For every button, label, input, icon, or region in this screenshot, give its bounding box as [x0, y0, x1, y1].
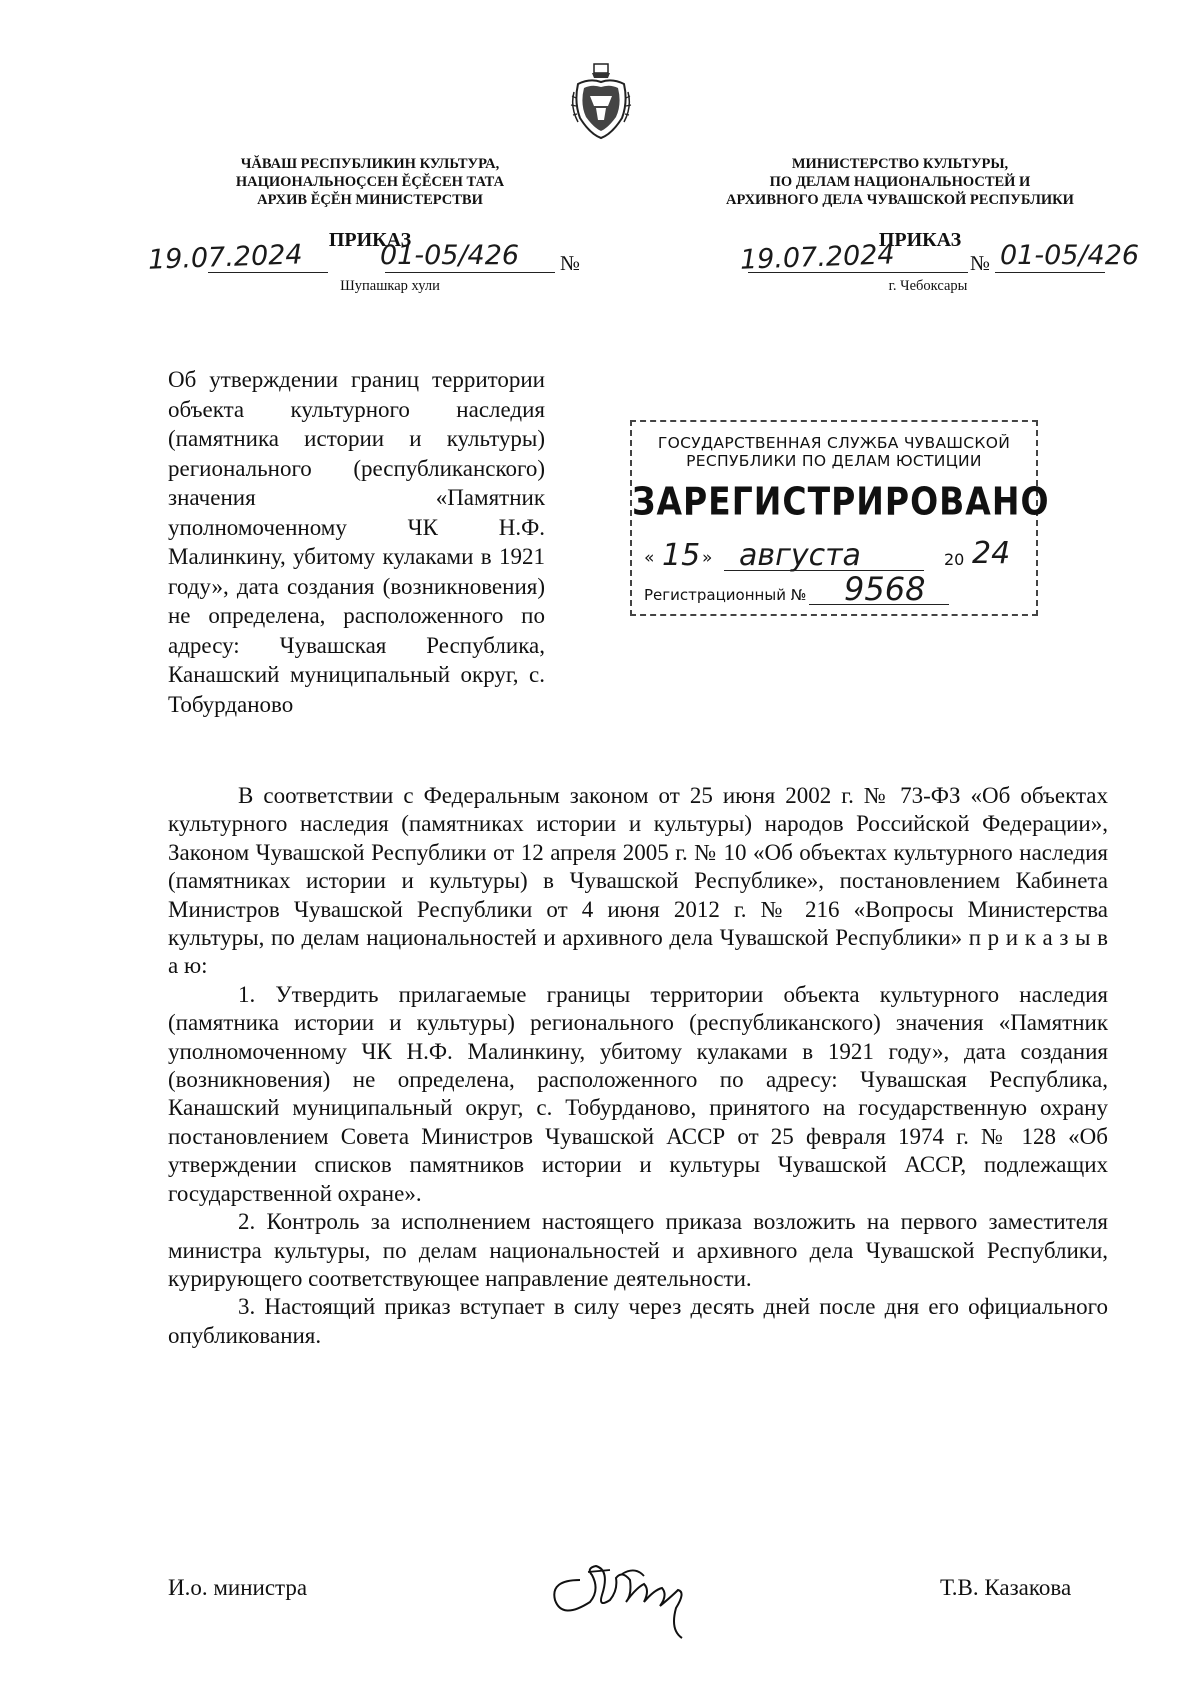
header-right-line1: МИНИСТЕРСТВО КУЛЬТУРЫ, — [791, 156, 1009, 172]
body-item-2: 2. Контроль за исполнением настоящего приказа возложить на первого заместителя министра культуры, по делам национальностей и архивного дела Чувашской Республики, курирующего соответствующее направление деятельности. — [168, 1209, 1108, 1291]
place-left: Шупашкар хули — [340, 278, 440, 294]
header-left — [170, 155, 570, 209]
body-item-3: 3. Настоящий приказ вступает в силу через десять дней после дня его официального опубликования. — [168, 1294, 1108, 1348]
order-number-right: 01-05/426 — [1000, 240, 1140, 271]
body-preamble: В соответствии с Федеральным законом от 25 июня 2002 г. № 73-ФЗ «Об объектах культурного наследия (памятниках истории и культуры) народов Российской Федерации», Законом Чувашской Республики от 12 апреля 2005 г. № 10 «Об объектах культурного наследия (памятниках истории и культуры) в Чувашской Республике», постановлением Кабинета Министров Чувашской Республики от 4 июня 2012 г. № 216 «Вопросы Министерства культуры, по делам национальностей и архивного дела Чувашской Республики» п р и к а з ы в а ю: — [168, 783, 1108, 979]
stamp-quote-open: « — [644, 548, 655, 568]
handwritten-signature — [540, 1540, 720, 1640]
body-item-1: 1. Утвердить прилагаемые границы территории объекта культурного наследия (памятника истории и культуры) регионального (республиканского) значения «Памятник уполномоченному ЧК Н.Ф. Малинкину, убитому кулаками в 1921 году», дата создания (возникновения) не определена, расположенного по адресу: Чувашская Республика, Канашский муниципальный округ, с. Тобурданово, принятого на государственную охрану постановлением Совета Министров Чувашской АССР от 25 февраля 1974 г. № 128 «Об утверждении списков памятников истории и культуры Чувашской АССР, подлежащих государственной охране». — [168, 981, 1108, 1206]
stamp-reg-underline — [809, 604, 949, 605]
order-label-right: ПРИКАЗ — [878, 229, 962, 251]
stamp-status: ЗАРЕГИСТРИРОВАНО — [632, 479, 1050, 524]
signer-name: Т.В. Казакова — [940, 1575, 1072, 1600]
stamp-reg-number: 9568 — [844, 570, 926, 608]
number-underline-left — [385, 272, 555, 273]
place-right: г. Чебоксары — [888, 278, 968, 294]
number-underline-right — [995, 272, 1105, 273]
header-left-line3: АРХИВ ĔÇĔН МИНИСТЕРСТВИ — [257, 192, 483, 208]
stamp-day: 15 — [662, 538, 701, 573]
order-date-right: 19.07.2024 — [739, 239, 896, 276]
stamp-month: августа — [739, 538, 861, 573]
order-number-left: 01-05/426 — [380, 240, 520, 271]
stamp-date-row — [644, 536, 1029, 576]
order-date-left: 19.07.2024 — [147, 239, 304, 276]
stamp-line2: РЕСПУБЛИКИ ПО ДЕЛАМ ЮСТИЦИИ — [686, 452, 982, 470]
signer-position: И.о. министра — [168, 1575, 308, 1600]
header-right — [680, 155, 1120, 209]
stamp-year-suffix: 24 — [972, 536, 1011, 571]
header-left-line2: НАЦИОНАЛЬНОÇСЕН ĔÇĔСЕН ТАТА — [235, 174, 505, 190]
stamp-reg-row — [644, 570, 1029, 610]
date-underline-right — [748, 272, 968, 273]
document-title: Об утверждении границ территории объекта культурного наследия (памятника истории и культуры) регионального (республиканского) значения «Памятник уполномоченному ЧК Н.Ф. Малинкину, убитому кулаками в 1921 году», дата создания (возникновения) не определена, расположенного по адресу: Чувашская Республика, Канашский муниципальный округ, с. Тобурданово — [168, 367, 545, 717]
date-underline-left — [208, 272, 328, 273]
number-sign-right: № — [970, 251, 991, 275]
number-sign-left: № — [560, 251, 581, 275]
order-label-left: ПРИКАЗ — [328, 229, 412, 251]
stamp-line1: ГОСУДАРСТВЕННАЯ СЛУЖБА ЧУВАШСКОЙ — [657, 434, 1011, 452]
header-right-line2: ПО ДЕЛАМ НАЦИОНАЛЬНОСТЕЙ И — [769, 174, 1031, 190]
header-left-line1: ЧĂВАШ РЕСПУБЛИКИН КУЛЬТУРА, — [240, 156, 500, 172]
stamp-reg-label: Регистрационный № — [644, 586, 807, 604]
stamp-quote-close: » — [702, 548, 713, 568]
stamp-year-prefix: 20 — [944, 550, 965, 569]
document-body — [168, 782, 1108, 1350]
header-right-line3: АРХИВНОГО ДЕЛА ЧУВАШСКОЙ РЕСПУБЛИКИ — [726, 192, 1074, 208]
coat-of-arms-emblem — [570, 62, 632, 142]
registration-stamp — [630, 420, 1050, 616]
